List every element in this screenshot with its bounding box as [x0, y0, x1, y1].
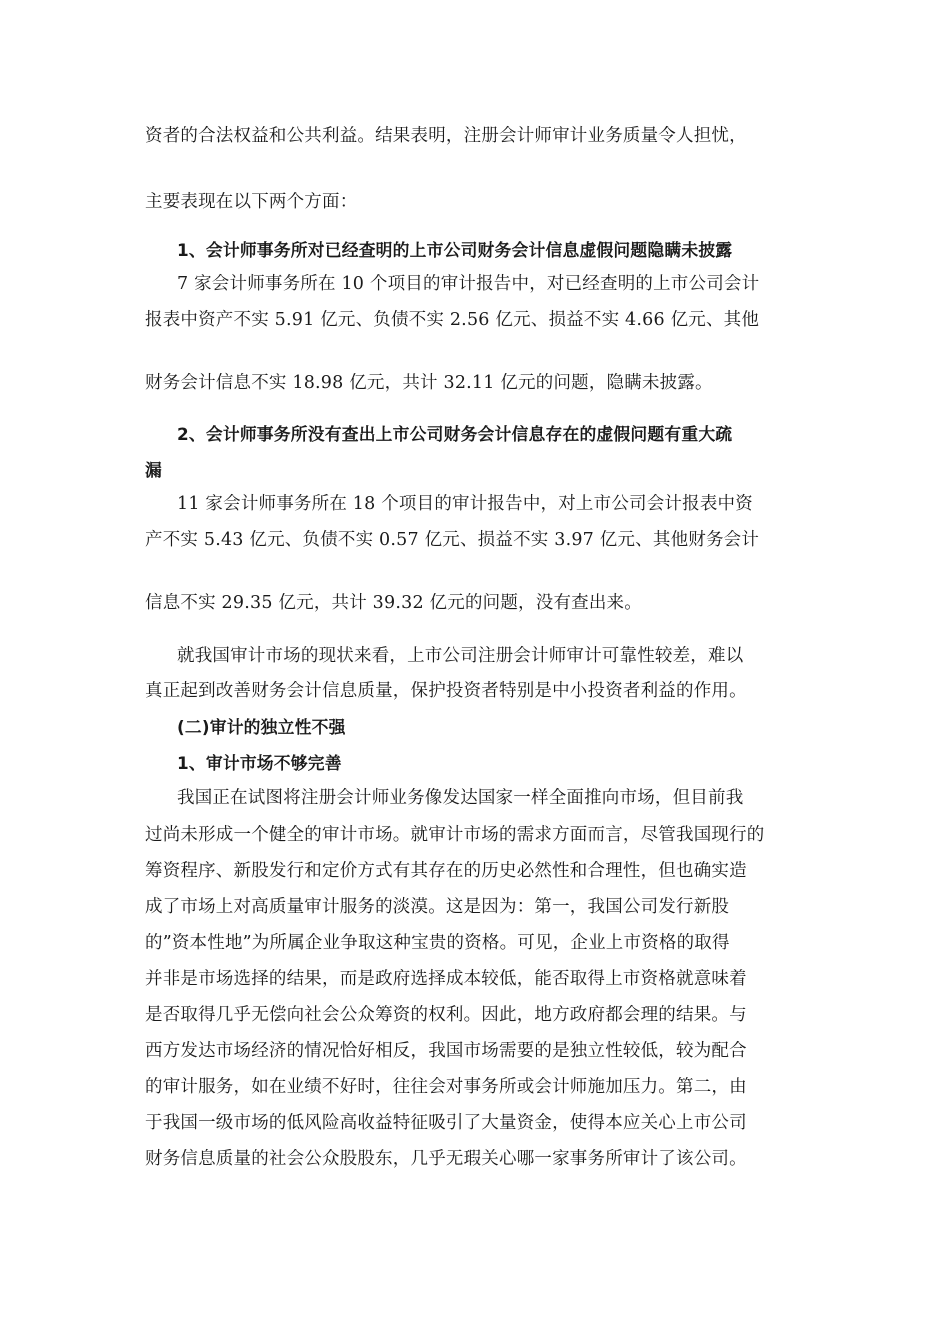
paragraph-line: 7 家会计师事务所在 10 个项目的审计报告中，对已经查明的上市公司会计 [177, 274, 760, 294]
paragraph-line: 报表中资产不实 5.91 亿元、负债不实 2.56 亿元、损益不实 4.66 亿元、其他 [145, 310, 760, 330]
paragraph-line: 是否取得几乎无偿向社会公众筹资的权利。因此，地方政府都会理的结果。与 [145, 1005, 747, 1025]
paragraph-line: 真正起到改善财务会计信息质量，保护投资者特别是中小投资者利益的作用。 [145, 681, 747, 701]
section-heading: 2、会计师事务所没有查出上市公司财务会计信息存在的虚假问题有重大疏 [177, 424, 733, 444]
paragraph-line: 财务会计信息不实 18.98 亿元，共计 32.11 亿元的问题，隐瞒未披露。 [145, 373, 713, 393]
paragraph-line: 11 家会计师事务所在 18 个项目的审计报告中，对上市公司会计报表中资 [177, 494, 753, 514]
section-heading: (二)审计的独立性不强 [177, 717, 346, 737]
paragraph-line: 的”资本性地”为所属企业争取这种宝贵的资格。可见，企业上市资格的取得 [145, 933, 730, 953]
section-heading: 1、审计市场不够完善 [177, 753, 342, 773]
section-heading: 漏 [145, 460, 162, 480]
paragraph-line: 的审计服务，如在业绩不好时，往往会对事务所或会计师施加压力。第二，由 [145, 1077, 747, 1097]
paragraph-line: 我国正在试图将注册会计师业务像发达国家一样全面推向市场，但目前我 [177, 788, 744, 808]
paragraph-line: 资者的合法权益和公共利益。结果表明，注册会计师审计业务质量令人担忧， [145, 126, 747, 146]
paragraph-line: 西方发达市场经济的情况恰好相反，我国市场需要的是独立性较低，较为配合 [145, 1041, 747, 1061]
paragraph-line: 产不实 5.43 亿元、负债不实 0.57 亿元、损益不实 3.97 亿元、其他财务会计 [145, 530, 760, 550]
paragraph-line: 就我国审计市场的现状来看，上市公司注册会计师审计可靠性较差，难以 [177, 646, 744, 666]
paragraph-line: 并非是市场选择的结果，而是政府选择成本较低，能否取得上市资格就意味着 [145, 969, 747, 989]
paragraph-line: 筹资程序、新股发行和定价方式有其存在的历史必然性和合理性，但也确实造 [145, 861, 747, 881]
paragraph-line: 主要表现在以下两个方面： [145, 192, 358, 212]
paragraph-line: 信息不实 29.35 亿元，共计 39.32 亿元的问题，没有查出来。 [145, 593, 642, 613]
section-heading: 1、会计师事务所对已经查明的上市公司财务会计信息虚假问题隐瞒未披露 [177, 240, 733, 260]
paragraph-line: 过尚未形成一个健全的审计市场。就审计市场的需求方面而言，尽管我国现行的 [145, 825, 765, 845]
paragraph-line: 财务信息质量的社会公众股股东，几乎无瑕关心哪一家事务所审计了该公司。 [145, 1149, 747, 1169]
paragraph-line: 于我国一级市场的低风险高收益特征吸引了大量资金，使得本应关心上市公司 [145, 1113, 747, 1133]
paragraph-line: 成了市场上对高质量审计服务的淡漠。这是因为：第一，我国公司发行新股 [145, 897, 730, 917]
